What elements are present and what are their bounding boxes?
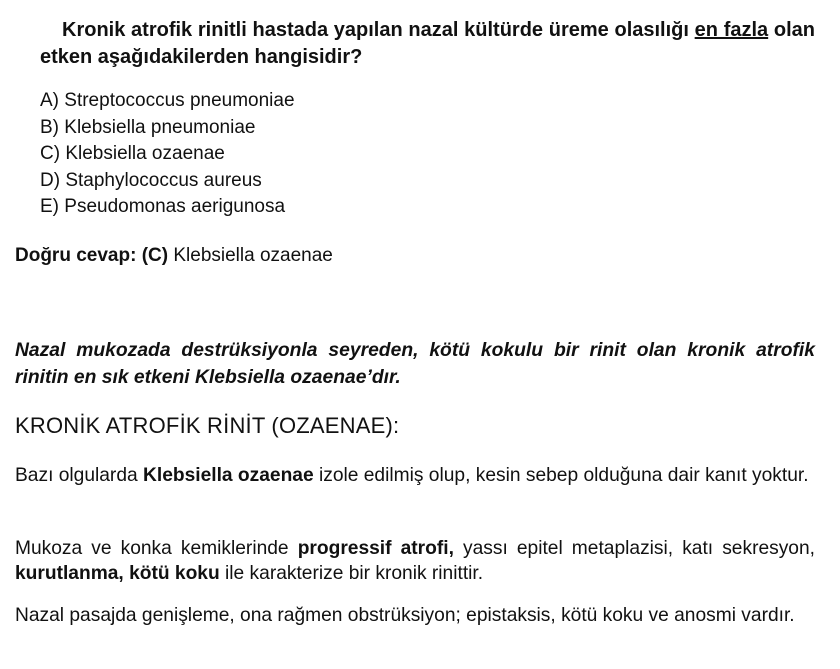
answer-options-list xyxy=(40,88,295,221)
option-c: C) Klebsiella ozaenae xyxy=(40,143,225,165)
question-text-end: olan etken aşağıdakilerden hangisidir? xyxy=(40,19,815,68)
option-d: D) Staphylococcus aureus xyxy=(40,169,262,191)
question-text xyxy=(40,17,815,71)
paragraph-3: Nazal pasajda genişleme, ona rağmen obstrüksiyon; epistaksis, kötü koku ve anosmi vardır. xyxy=(15,605,795,626)
paragraph-2: Mukoza ve konka kemiklerinde progressif atrofi, yassı epitel metaplazisi, katı sekresyon, kurutlanma, kötü koku ile karakterize bir kronik rinittir. xyxy=(15,538,815,584)
correct-answer-value: Klebsiella ozaenae xyxy=(168,245,333,266)
question-underlined-phrase: en fazla xyxy=(694,19,769,41)
option-e: E) Pseudomonas aerigunosa xyxy=(40,196,286,218)
paragraph-1: Bazı olgularda Klebsiella ozaenae izole edilmiş olup, kesin sebep olduğuna dair kanıt yoktur. xyxy=(15,465,809,486)
key-point-statement: Nazal mukozada destrüksiyonla seyreden, kötü kokulu bir rinit olan kronik atrofik rinitin en sık etkeni Klebsiella ozaenae’dır. xyxy=(15,340,815,388)
correct-answer xyxy=(15,243,333,269)
correct-answer-label: Doğru cevap: (C) xyxy=(15,245,169,266)
section-heading: KRONİK ATROFİK RİNİT (OZAENAE): xyxy=(15,413,400,438)
option-a: A) Streptococcus pneumoniae xyxy=(40,90,295,111)
question-text-start: Kronik atrofik rinitli hastada yapılan nazal kültürde üreme olasılığı xyxy=(62,19,695,41)
option-b: B) Klebsiella pneumoniae xyxy=(40,116,256,138)
